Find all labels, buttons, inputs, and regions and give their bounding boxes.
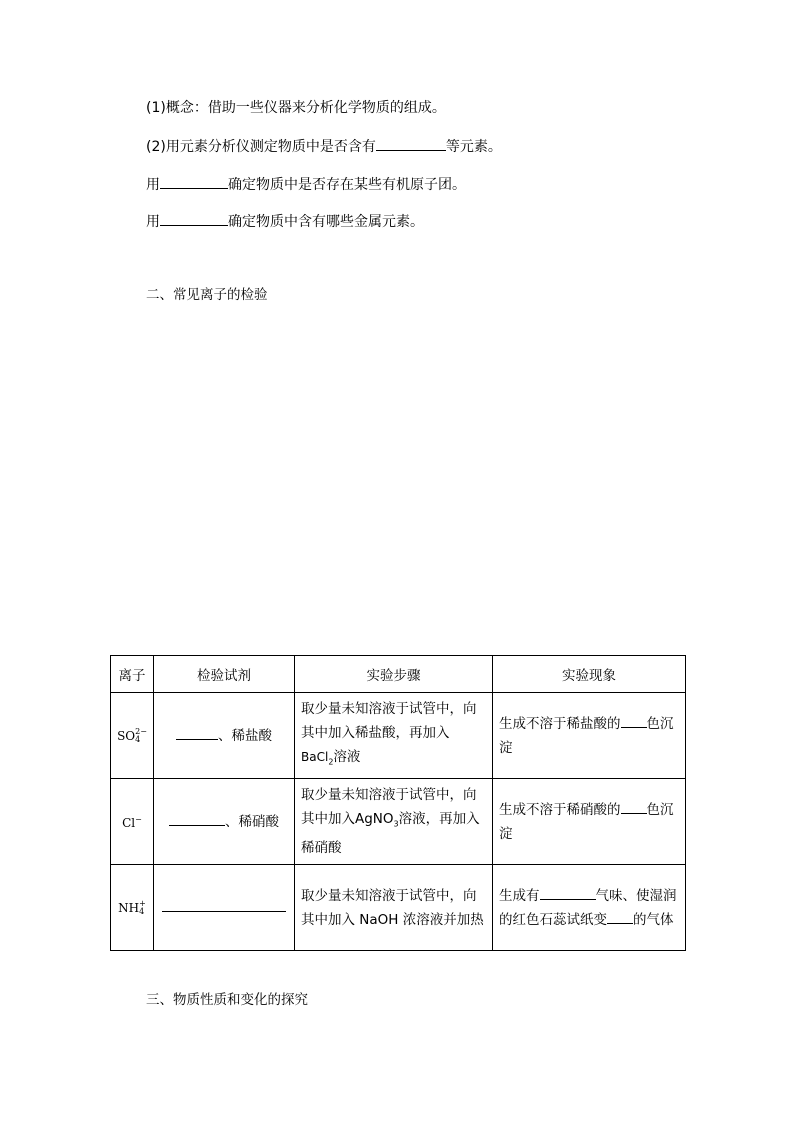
ion-cell [111,779,154,865]
reagent-cell [154,865,295,951]
ion-cell [111,693,154,779]
header-phenomenon: 实验现象 [493,656,686,693]
section-heading-property-change: 三、物质性质和变化的探究 [146,992,308,1008]
header-reagent: 检验试剂 [154,656,295,693]
table-row [111,693,686,779]
header-steps: 实验步骤 [295,656,493,693]
table-row [111,779,686,865]
concept-text: (1)概念：借助一些仪器来分析化学物质的组成。 [146,100,446,116]
ion-chloride: Cl− [122,815,142,830]
reagent-text: 、稀盐酸 [218,727,272,744]
reagent-cell [154,779,295,865]
ion-test-table [110,655,686,951]
steps-cell [295,865,493,951]
fill-blank[interactable] [621,713,647,728]
steps-cell: 取少量未知溶液于试管中，向其中加入稀盐酸，再加入 BaCl$_2$溶液 [295,693,493,779]
functional-group-prefix: 用 [146,177,160,193]
table-row [111,865,686,951]
element-analyzer-suffix: 等元素。 [445,139,502,155]
metal-element-prefix: 用 [146,214,160,230]
fill-blank[interactable] [607,909,633,924]
fill-blank[interactable] [376,136,446,151]
steps-text: 取少量未知溶液于试管中，向其中加入AgNO [301,786,477,827]
ion-sulfate: SO 2− 4 [117,727,147,744]
phenomenon-cell: 生成有 气味、使湿润的红色石蕊试纸变 的气体 [493,865,686,951]
steps-cell: 取少量未知溶液于试管中，向其中加入AgNO$_3$溶液，再加入稀硝酸 [295,779,493,865]
ion-ammonium: NH + 4 [118,899,146,916]
fill-blank[interactable] [176,725,218,740]
line-element-analyzer [146,136,502,156]
header-ion: 离子 [111,656,154,693]
phenomenon-cell: 生成不溶于稀盐酸的 色沉淀 [493,693,686,779]
table-header-row [111,656,686,693]
element-analyzer-text: (2)用元素分析仪测定物质中是否含有 [146,139,376,155]
line-functional-group [146,174,466,194]
fill-blank[interactable] [160,211,228,226]
fill-blank[interactable] [162,897,286,912]
reagent-cell [154,693,295,779]
ion-cell [111,865,154,951]
line-concept [146,99,446,117]
steps-text: 取少量未知溶液于试管中，向其中加入 NaOH 浓溶液并加热 [301,887,484,928]
fill-blank[interactable] [160,174,228,189]
metal-element-text: 确定物质中含有哪些金属元素。 [228,214,424,230]
section-heading-ion-test: 二、常见离子的检验 [146,287,268,303]
reagent-text: 、稀硝酸 [225,813,279,830]
fill-blank[interactable] [540,885,596,900]
functional-group-text: 确定物质中是否存在某些有机原子团。 [228,177,466,193]
fill-blank[interactable] [621,799,647,814]
steps-text: 取少量未知溶液于试管中，向其中加入稀盐酸，再加入 [301,700,477,741]
line-metal-element [146,211,424,231]
phenomenon-cell: 生成不溶于稀硝酸的 色沉淀 [493,779,686,865]
fill-blank[interactable] [169,811,225,826]
